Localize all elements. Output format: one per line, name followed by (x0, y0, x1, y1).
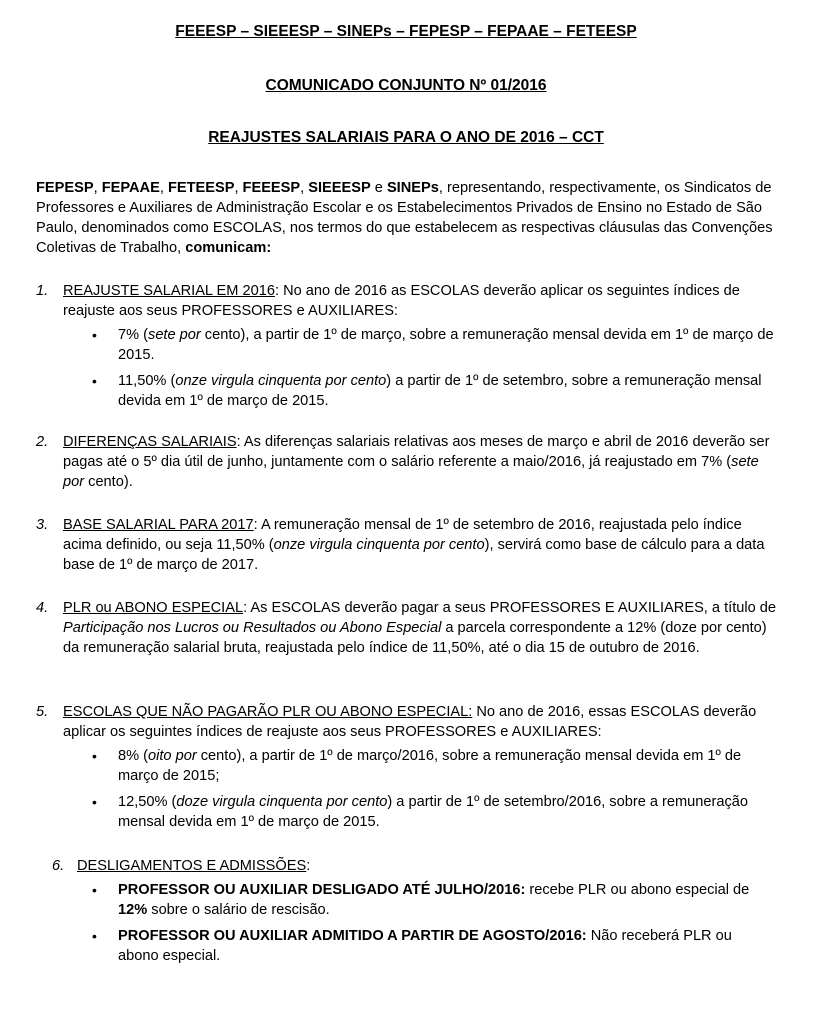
bullet-text: 7% ( (118, 327, 149, 343)
list-item-2 (36, 432, 776, 492)
intro-sep: , (93, 180, 102, 196)
entity-fepaae: FEPAAE (101, 180, 160, 196)
list-item-1 (36, 281, 776, 417)
item-text: : A remuneração mensal de 1º de setembro de 2016, reajustada pelo índice acima definido, ou seja 11,50% ( (63, 517, 742, 553)
bullet-list (36, 880, 776, 966)
intro-sep: , (300, 180, 309, 196)
bullet-item (36, 792, 776, 832)
bullet-icon: • (92, 373, 97, 389)
item-italic: sete por (63, 454, 759, 490)
bullet-item (36, 325, 776, 365)
bullet-bold: PROFESSOR OU AUXILIAR ADMITIDO A PARTIR DE AGOSTO/2016: (118, 928, 587, 944)
item-number: 3. (36, 517, 49, 533)
item-text: : As diferenças salariais relativas aos meses de março e abril de 2016 deverão ser pagas até o 5º dia útil de junho, juntamente com o salário referente a maio/2016, já reajustado em 7% ( (63, 434, 770, 470)
intro-text: , representando, respectivamente, os Sindicatos de Professores e Auxiliares de Administração Escolar e os Estabelecimentos Privados de Ensino no Estado de São Paulo, denominados como ESCOLAS, nos termos do que estabelecem as respectivas cláusulas das Convenções Coletivas de Trabalho, (36, 180, 773, 256)
list-item-5 (36, 702, 776, 838)
intro-sep: e (370, 180, 387, 196)
item-italic: Participação nos Lucros ou Resultados ou Abono Especial (63, 620, 442, 636)
intro-sep: , (234, 180, 243, 196)
bullet-item (36, 926, 776, 966)
item-title: REAJUSTE SALARIAL EM 2016 (63, 283, 275, 299)
bullet-icon: • (92, 748, 97, 764)
bullet-text: 11,50% ( (118, 373, 176, 389)
item-number: 6. (52, 858, 65, 874)
entity-sieeesp: SIEEESP (308, 180, 371, 196)
item-title: ESCOLAS QUE NÃO PAGARÃO PLR OU ABONO ESPECIAL: (63, 704, 473, 720)
bullet-text: sobre o salário de rescisão. (147, 902, 330, 918)
bullet-icon: • (92, 327, 97, 343)
bullet-list (36, 325, 776, 411)
item-text: : No ano de 2016 as ESCOLAS deverão aplicar os seguintes índices de reajuste aos seus PROFESSORES e AUXILIARES: (63, 283, 740, 319)
entity-sineps: SINEPs (386, 180, 439, 196)
list-item-3 (36, 515, 776, 575)
document-title: REAJUSTES SALARIAIS PARA O ANO DE 2016 – CCT (208, 129, 604, 146)
item-number: 1. (36, 283, 49, 299)
bullet-italic: sete por (148, 327, 201, 343)
bullet-bold: 12% (118, 902, 148, 918)
bullet-text: Não receberá PLR ou abono especial. (118, 928, 732, 964)
intro-sep: , (159, 180, 168, 196)
item-title: BASE SALARIAL PARA 2017 (63, 517, 254, 533)
bullet-item (36, 880, 776, 920)
item-title: DIFERENÇAS SALARIAIS (63, 434, 237, 450)
bullet-list (36, 746, 776, 832)
item-text: : (306, 858, 311, 874)
item-text: : As ESCOLAS deverão pagar a seus PROFESSORES E AUXILIARES, a título de (243, 600, 777, 616)
bullet-icon: • (92, 928, 97, 944)
comunicado-title: COMUNICADO CONJUNTO Nº 01/2016 (265, 77, 547, 94)
item-number: 2. (36, 434, 49, 450)
bullet-item (36, 746, 776, 786)
bullet-icon: • (92, 882, 97, 898)
entity-feteesp: FETEESP (167, 180, 235, 196)
bullet-icon: • (92, 794, 97, 810)
item-title: PLR ou ABONO ESPECIAL (63, 600, 244, 616)
bullet-italic: onze virgula cinquenta por cento (175, 373, 387, 389)
bullet-text: ) a partir de 1º de setembro, sobre a remuneração mensal devida em 1º de março de 2015. (118, 373, 762, 409)
bullet-text: cento), a partir de 1º de março/2016, sobre a remuneração mensal devida em 1º de março de 2015; (118, 748, 742, 784)
bullet-italic: doze virgula cinquenta por cento (176, 794, 388, 810)
bullet-text: ) a partir de 1º de setembro/2016, sobre a remuneração mensal devida em 1º de março de 2015. (118, 794, 749, 830)
item-text: No ano de 2016, essas ESCOLAS deverão aplicar os seguintes índices de reajuste aos seus PROFESSORES e AUXILIARES: (63, 704, 757, 740)
bullet-text: 8% ( (118, 748, 149, 764)
item-text-end: cento). (84, 474, 133, 490)
bullet-item (36, 371, 776, 411)
bullet-text: 12,50% ( (118, 794, 177, 810)
item-number: 5. (36, 704, 49, 720)
list-item-6 (36, 856, 776, 972)
bullet-italic: oito por (148, 748, 197, 764)
organizations-header: FEEESP – SIEEESP – SINEPs – FEPESP – FEPAAE – FETEESP (175, 23, 637, 40)
bullet-bold: PROFESSOR OU AUXILIAR DESLIGADO ATÉ JULHO/2016: (118, 882, 526, 898)
item-text-end: ), servirá como base de cálculo para a data base de 1º de março de 2017. (63, 537, 765, 573)
item-title: DESLIGAMENTOS E ADMISSÕES (77, 858, 307, 874)
list-item-4 (36, 598, 776, 658)
entity-fepesp: FEPESP (36, 180, 94, 196)
entity-feeesp: FEEESP (242, 180, 301, 196)
bullet-text: cento), a partir de 1º de março, sobre a remuneração mensal devida em 1º de março de 2015. (118, 327, 774, 363)
item-text-end: a parcela correspondente a 12% (doze por cento) da remuneração salarial bruta, reajustada pelo índice de 11,50%, até o dia 15 de outubro de 2016. (63, 620, 767, 656)
item-italic: onze virgula cinquenta por cento (273, 537, 485, 553)
intro-comunicam: comunicam: (185, 240, 272, 256)
intro-paragraph (36, 178, 776, 258)
bullet-text: recebe PLR ou abono especial de (525, 882, 750, 898)
item-number: 4. (36, 600, 49, 616)
